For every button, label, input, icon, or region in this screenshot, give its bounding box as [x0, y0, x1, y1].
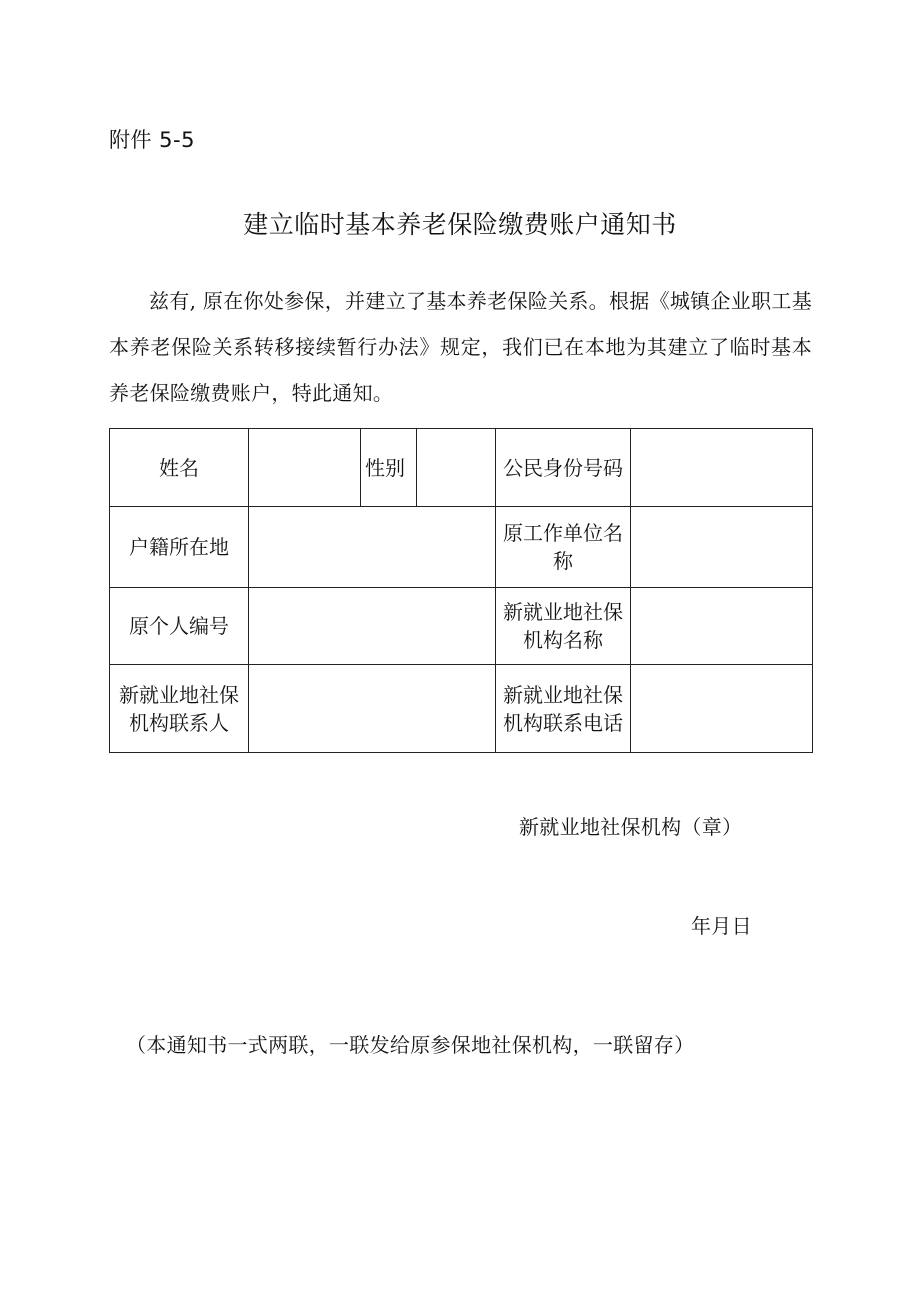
table-row: [110, 588, 813, 665]
new-agency-contact-label: 新就业地社保机构联系人: [110, 665, 249, 753]
date-line: 年月日: [691, 914, 752, 938]
new-agency-contact-value[interactable]: [249, 665, 496, 753]
new-agency-phone-value[interactable]: [631, 665, 813, 753]
agency-stamp-line: 新就业地社保机构（章）: [519, 815, 743, 839]
new-agency-phone-label: 新就业地社保机构联系电话: [496, 665, 631, 753]
table-row: [110, 507, 813, 588]
footnote: （本通知书一式两联，一联发给原参保地社保机构，一联留存）: [126, 1033, 695, 1057]
attachment-number: 附件 5-5: [109, 128, 195, 152]
former-employer-label: 原工作单位名称: [496, 507, 631, 588]
name-value[interactable]: [249, 429, 361, 507]
gender-value[interactable]: [417, 429, 496, 507]
new-agency-name-label: 新就业地社保机构名称: [496, 588, 631, 665]
id-number-value[interactable]: [631, 429, 813, 507]
former-personal-id-value[interactable]: [249, 588, 496, 665]
name-label: 姓名: [110, 429, 249, 507]
info-table: [109, 428, 813, 753]
document-title: 建立临时基本养老保险缴费账户通知书: [243, 210, 677, 239]
notice-body: 兹有, 原在你处参保，并建立了基本养老保险关系。根据《城镇企业职工基本养老保险关系转移接续暂行办法》规定，我们已在本地为其建立了临时基本养老保险缴费账户，特此通知。: [109, 289, 812, 405]
former-employer-value[interactable]: [631, 507, 813, 588]
new-agency-name-value[interactable]: [631, 588, 813, 665]
former-personal-id-label: 原个人编号: [110, 588, 249, 665]
id-number-label: 公民身份号码: [496, 429, 631, 507]
household-registration-label: 户籍所在地: [110, 507, 249, 588]
gender-label: 性别: [361, 429, 417, 507]
table-row: [110, 429, 813, 507]
household-registration-value[interactable]: [249, 507, 496, 588]
table-row: [110, 665, 813, 753]
